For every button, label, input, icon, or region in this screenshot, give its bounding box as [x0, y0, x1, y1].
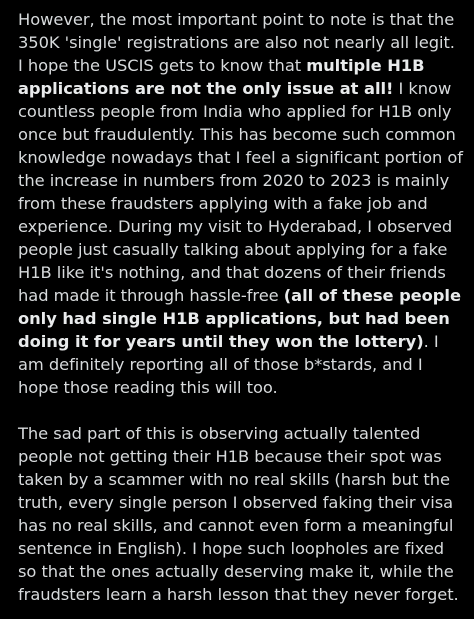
paragraph-1-text-part-1: However, the most important point to note is that the 350K 'single' registrations are also not nearly all legit. I hope the USCIS gets to know that: [18, 10, 455, 75]
post-paragraph-1: [18, 8, 464, 399]
paragraph-1-text-part-3: . I am definitely reporting all of those b*stards, and I hope those reading this will too.: [18, 332, 439, 397]
paragraph-1-text-part-2: I know countless people from India who applied for H1B only once but fraudulently. This has become such common knowledge nowadays that I feel a significant portion of the increase in numbers from 2020 to 2023 is mainly from these fraudsters applying with a fake job and experience. During my visit to Hyderabad, I observed people just casually talking about applying for a fake H1B like it's nothing, and that dozens of their friends had made it through hassle-free: [18, 79, 463, 305]
paragraph-1-bold-text-1: multiple H1B applications are not the only issue at all!: [18, 56, 425, 98]
post-paragraph-2: The sad part of this is observing actually talented people not getting their H1B because their spot was taken by a scammer with no real skills (harsh but the truth, every single person I observed faking their visa has no real skills, and cannot even form a meaningful sentence in English). I hope such loopholes are fixed so that the ones actually deserving make it, while the fraudsters learn a harsh lesson that they never forget.: [18, 424, 459, 604]
post-body: [18, 8, 464, 606]
paragraph-1-bold-text-2: (all of these people only had single H1B applications, but had been doing it for years until they won the lottery): [18, 286, 461, 351]
